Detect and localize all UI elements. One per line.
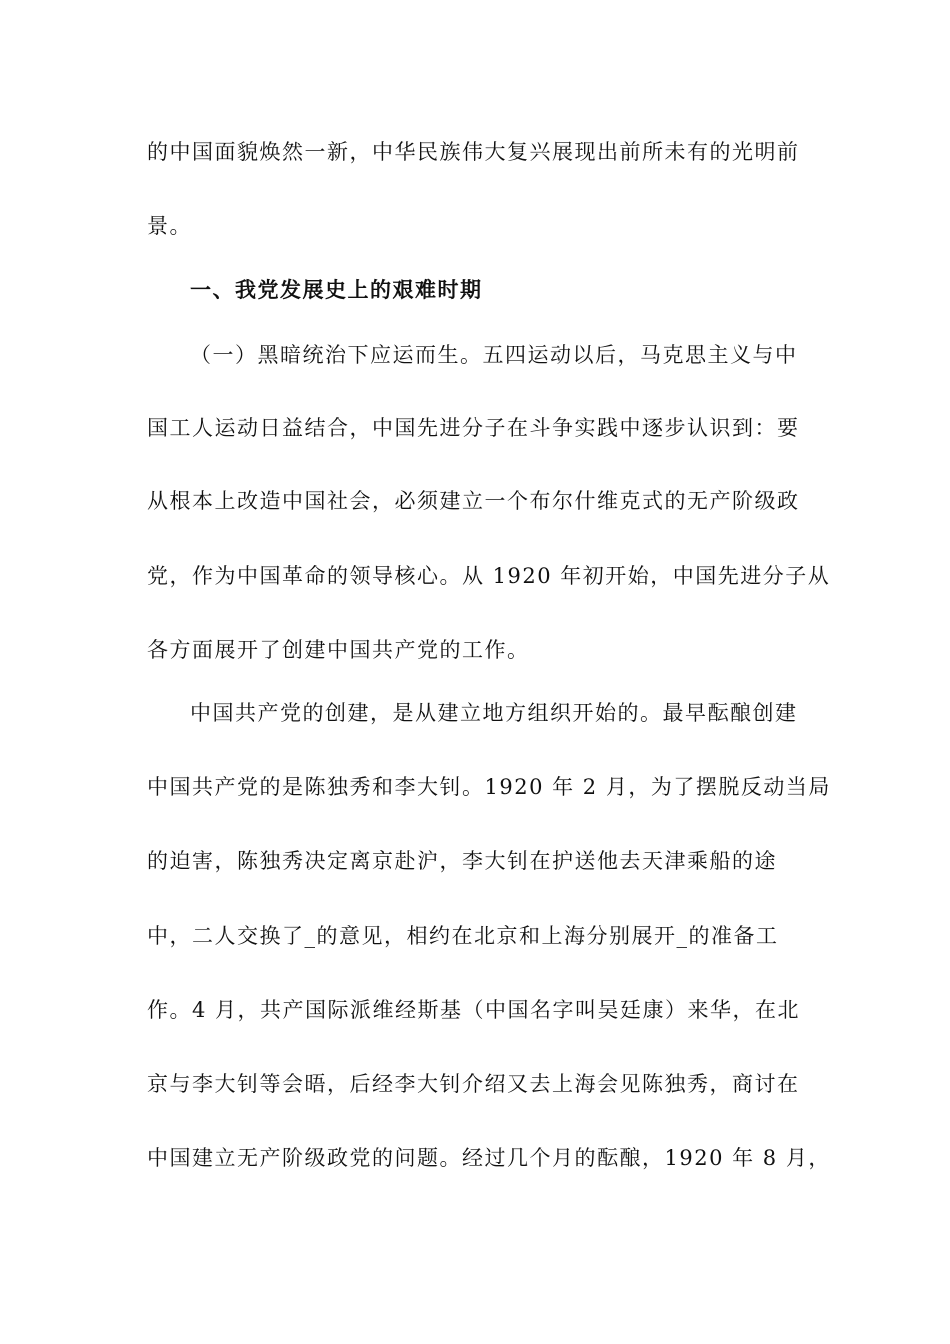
paragraph-line: （一）黑暗统治下应运而生。五四运动以后，马克思主义与中 — [190, 343, 798, 367]
paragraph-line: 作。4 月，共产国际派维经斯基（中国名字叫吴廷康）来华，在北 — [147, 998, 801, 1022]
paragraph-line: 的迫害，陈独秀决定离京赴沪，李大钊在护送他去天津乘船的途 — [147, 849, 777, 873]
paragraph-line: 中国共产党的创建，是从建立地方组织开始的。最早酝酿创建 — [190, 701, 798, 725]
paragraph-line: 从根本上改造中国社会，必须建立一个布尔什维克式的无产阶级政 — [147, 489, 800, 513]
section-heading: 一、我党发展史上的艰难时期 — [190, 278, 483, 302]
paragraph-line: 的中国面貌焕然一新，中华民族伟大复兴展现出前所未有的光明前 — [147, 140, 800, 164]
paragraph-line: 中，二人交换了_的意见，相约在北京和上海分别展开_的准备工 — [147, 924, 779, 948]
paragraph-line: 景。 — [147, 214, 192, 238]
paragraph-line: 中国建立无产阶级政党的问题。经过几个月的酝酿，1920 年 8 月， — [147, 1146, 831, 1170]
paragraph-line: 党，作为中国革命的领导核心。从 1920 年初开始，中国先进分子从 — [147, 564, 831, 588]
paragraph-line: 京与李大钊等会晤，后经李大钊介绍又去上海会见陈独秀，商讨在 — [147, 1072, 800, 1096]
paragraph-line: 中国共产党的是陈独秀和李大钊。1920 年 2 月，为了摆脱反动当局 — [147, 775, 831, 799]
paragraph-line: 各方面展开了创建中国共产党的工作。 — [147, 638, 530, 662]
paragraph-line: 国工人运动日益结合，中国先进分子在斗争实践中逐步认识到：要 — [147, 416, 800, 440]
